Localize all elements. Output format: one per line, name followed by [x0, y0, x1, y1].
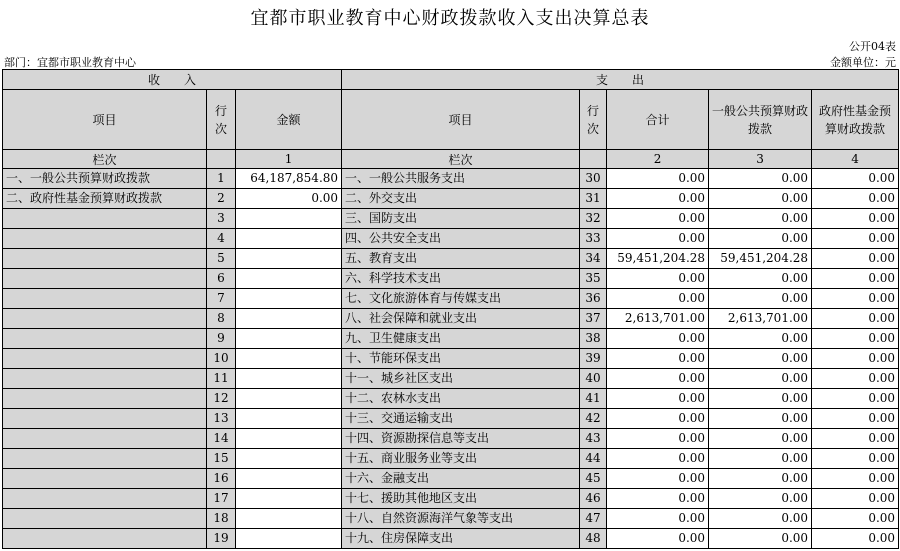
income-item-cell: [3, 409, 207, 429]
expense-line-cell: 46: [580, 489, 607, 509]
income-item-cell: [3, 489, 207, 509]
form-code: 公开04表: [849, 40, 896, 53]
income-item-cell: [3, 469, 207, 489]
total-amount-cell: 59,451,204.28: [607, 249, 709, 269]
income-item-cell: [3, 449, 207, 469]
expense-line-cell: 41: [580, 389, 607, 409]
general-budget-amount-cell: 0.00: [709, 289, 812, 309]
column-index-general: 3: [709, 150, 812, 169]
general-budget-amount-cell: 0.00: [709, 409, 812, 429]
income-line-cell: 8: [207, 309, 236, 329]
expense-line-cell: 42: [580, 409, 607, 429]
income-line-cell: 2: [207, 189, 236, 209]
table-row: [3, 429, 899, 449]
total-amount-cell: 2,613,701.00: [607, 309, 709, 329]
general-budget-amount-cell: 0.00: [709, 209, 812, 229]
income-line-cell: 16: [207, 469, 236, 489]
gov-fund-amount-cell: 0.00: [812, 409, 899, 429]
header-income-amount: 金额: [236, 90, 342, 150]
expense-item-cell: 十一、城乡社区支出: [342, 369, 580, 389]
expense-item-cell: 十二、农林水支出: [342, 389, 580, 409]
income-amount-cell: [236, 329, 342, 349]
expense-item-cell: 九、卫生健康支出: [342, 329, 580, 349]
expense-item-cell: 十六、金融支出: [342, 469, 580, 489]
expense-line-cell: 30: [580, 169, 607, 189]
general-budget-amount-cell: 0.00: [709, 489, 812, 509]
column-index-expense-blank: [580, 150, 607, 169]
table-row: [3, 169, 899, 189]
income-line-cell: 6: [207, 269, 236, 289]
table-row: [3, 489, 899, 509]
total-amount-cell: 0.00: [607, 269, 709, 289]
expense-item-cell: 七、文化旅游体育与传媒支出: [342, 289, 580, 309]
income-line-cell: 14: [207, 429, 236, 449]
expense-line-cell: 40: [580, 369, 607, 389]
expense-item-cell: 十三、交通运输支出: [342, 409, 580, 429]
gov-fund-amount-cell: 0.00: [812, 309, 899, 329]
gov-fund-amount-cell: 0.00: [812, 369, 899, 389]
total-amount-cell: 0.00: [607, 369, 709, 389]
income-amount-cell: [236, 269, 342, 289]
table-row: [3, 209, 899, 229]
income-amount-cell: [236, 449, 342, 469]
income-amount-cell: [236, 529, 342, 549]
income-line-cell: 10: [207, 349, 236, 369]
general-budget-amount-cell: 0.00: [709, 429, 812, 449]
income-item-cell: [3, 289, 207, 309]
income-amount-cell: [236, 249, 342, 269]
table-row: [3, 249, 899, 269]
total-amount-cell: 0.00: [607, 509, 709, 529]
income-line-cell: 12: [207, 389, 236, 409]
gov-fund-amount-cell: 0.00: [812, 449, 899, 469]
general-budget-amount-cell: 0.00: [709, 449, 812, 469]
table-row: [3, 289, 899, 309]
general-budget-amount-cell: 0.00: [709, 529, 812, 549]
column-index-fund: 4: [812, 150, 899, 169]
income-amount-cell: [236, 509, 342, 529]
gov-fund-amount-cell: 0.00: [812, 469, 899, 489]
income-item-cell: [3, 529, 207, 549]
general-budget-amount-cell: 0.00: [709, 389, 812, 409]
expense-line-cell: 48: [580, 529, 607, 549]
gov-fund-amount-cell: 0.00: [812, 289, 899, 309]
table-row: [3, 349, 899, 369]
column-index-income: 1: [236, 150, 342, 169]
expense-item-cell: 一、一般公共服务支出: [342, 169, 580, 189]
total-amount-cell: 0.00: [607, 209, 709, 229]
table-row: [3, 509, 899, 529]
income-line-cell: 4: [207, 229, 236, 249]
income-line-cell: 5: [207, 249, 236, 269]
expense-line-cell: 39: [580, 349, 607, 369]
income-line-cell: 7: [207, 289, 236, 309]
income-line-cell: 18: [207, 509, 236, 529]
expense-line-cell: 45: [580, 469, 607, 489]
total-amount-cell: 0.00: [607, 289, 709, 309]
income-item-cell: 二、政府性基金预算财政拨款: [3, 189, 207, 209]
total-amount-cell: 0.00: [607, 529, 709, 549]
income-amount-cell: [236, 349, 342, 369]
total-amount-cell: 0.00: [607, 329, 709, 349]
budget-table: [2, 69, 899, 549]
income-item-cell: [3, 249, 207, 269]
general-budget-amount-cell: 0.00: [709, 229, 812, 249]
expense-line-cell: 47: [580, 509, 607, 529]
table-row: [3, 369, 899, 389]
expense-line-cell: 38: [580, 329, 607, 349]
table-row: [3, 309, 899, 329]
total-amount-cell: 0.00: [607, 409, 709, 429]
expense-line-cell: 43: [580, 429, 607, 449]
header-income-line: 行次: [207, 90, 236, 150]
expense-item-cell: 八、社会保障和就业支出: [342, 309, 580, 329]
income-line-cell: 1: [207, 169, 236, 189]
column-index-blank: [207, 150, 236, 169]
column-index-expense-label: 栏次: [342, 150, 580, 169]
expense-item-cell: 十八、自然资源海洋气象等支出: [342, 509, 580, 529]
gov-fund-amount-cell: 0.00: [812, 389, 899, 409]
expense-section-header: 支 出: [342, 70, 899, 90]
gov-fund-amount-cell: 0.00: [812, 529, 899, 549]
header-general-budget: 一般公共预算财政拨款: [709, 90, 812, 150]
income-amount-cell: [236, 409, 342, 429]
income-amount-cell: [236, 289, 342, 309]
expense-item-cell: 二、外交支出: [342, 189, 580, 209]
income-item-cell: [3, 329, 207, 349]
expense-line-cell: 33: [580, 229, 607, 249]
gov-fund-amount-cell: 0.00: [812, 189, 899, 209]
income-amount-cell: [236, 469, 342, 489]
general-budget-amount-cell: 2,613,701.00: [709, 309, 812, 329]
expense-item-cell: 五、教育支出: [342, 249, 580, 269]
income-line-cell: 19: [207, 529, 236, 549]
total-amount-cell: 0.00: [607, 389, 709, 409]
income-line-cell: 17: [207, 489, 236, 509]
income-amount-cell: [236, 389, 342, 409]
income-amount-cell: [236, 309, 342, 329]
income-section-header: 收 入: [3, 70, 342, 90]
expense-line-cell: 44: [580, 449, 607, 469]
total-amount-cell: 0.00: [607, 189, 709, 209]
unit-label: 金额单位：元: [830, 56, 896, 69]
expense-item-cell: 六、科学技术支出: [342, 269, 580, 289]
income-amount-cell: [236, 369, 342, 389]
income-item-cell: [3, 209, 207, 229]
table-row: [3, 529, 899, 549]
expense-item-cell: 十四、资源勘探信息等支出: [342, 429, 580, 449]
general-budget-amount-cell: 0.00: [709, 329, 812, 349]
income-line-cell: 13: [207, 409, 236, 429]
income-amount-cell: [236, 209, 342, 229]
expense-line-cell: 36: [580, 289, 607, 309]
table-row: [3, 269, 899, 289]
income-item-cell: [3, 509, 207, 529]
report-title: 宜都市职业教育中心财政拨款收入支出决算总表: [250, 8, 650, 29]
income-amount-cell: 0.00: [236, 189, 342, 209]
total-amount-cell: 0.00: [607, 169, 709, 189]
income-item-cell: [3, 389, 207, 409]
header-total: 合计: [607, 90, 709, 150]
table-row: [3, 329, 899, 349]
table-row: [3, 189, 899, 209]
income-item-cell: [3, 349, 207, 369]
general-budget-amount-cell: 0.00: [709, 189, 812, 209]
total-amount-cell: 0.00: [607, 229, 709, 249]
header-income-item: 项目: [3, 90, 207, 150]
total-amount-cell: 0.00: [607, 489, 709, 509]
income-line-cell: 3: [207, 209, 236, 229]
income-item-cell: [3, 429, 207, 449]
gov-fund-amount-cell: 0.00: [812, 209, 899, 229]
income-item-cell: [3, 309, 207, 329]
total-amount-cell: 0.00: [607, 429, 709, 449]
table-row: [3, 409, 899, 429]
total-amount-cell: 0.00: [607, 469, 709, 489]
income-amount-cell: [236, 429, 342, 449]
expense-line-cell: 32: [580, 209, 607, 229]
income-amount-cell: 64,187,854.80: [236, 169, 342, 189]
table-row: [3, 449, 899, 469]
gov-fund-amount-cell: 0.00: [812, 229, 899, 249]
general-budget-amount-cell: 0.00: [709, 349, 812, 369]
expense-line-cell: 34: [580, 249, 607, 269]
gov-fund-amount-cell: 0.00: [812, 249, 899, 269]
income-line-cell: 15: [207, 449, 236, 469]
total-amount-cell: 0.00: [607, 349, 709, 369]
general-budget-amount-cell: 0.00: [709, 369, 812, 389]
gov-fund-amount-cell: 0.00: [812, 509, 899, 529]
gov-fund-amount-cell: 0.00: [812, 349, 899, 369]
general-budget-amount-cell: 59,451,204.28: [709, 249, 812, 269]
expense-item-cell: 十五、商业服务业等支出: [342, 449, 580, 469]
expense-item-cell: 三、国防支出: [342, 209, 580, 229]
expense-line-cell: 37: [580, 309, 607, 329]
general-budget-amount-cell: 0.00: [709, 169, 812, 189]
income-item-cell: [3, 229, 207, 249]
column-index-label: 栏次: [3, 150, 207, 169]
expense-line-cell: 31: [580, 189, 607, 209]
expense-item-cell: 四、公共安全支出: [342, 229, 580, 249]
expense-item-cell: 十九、住房保障支出: [342, 529, 580, 549]
income-amount-cell: [236, 229, 342, 249]
income-item-cell: [3, 269, 207, 289]
income-line-cell: 9: [207, 329, 236, 349]
gov-fund-amount-cell: 0.00: [812, 269, 899, 289]
table-row: [3, 469, 899, 489]
header-expense-line: 行次: [580, 90, 607, 150]
header-expense-item: 项目: [342, 90, 580, 150]
gov-fund-amount-cell: 0.00: [812, 329, 899, 349]
income-line-cell: 11: [207, 369, 236, 389]
header-gov-fund: 政府性基金预算财政拨款: [812, 90, 899, 150]
expense-line-cell: 35: [580, 269, 607, 289]
table-row: [3, 389, 899, 409]
income-item-cell: 一、一般公共预算财政拨款: [3, 169, 207, 189]
general-budget-amount-cell: 0.00: [709, 469, 812, 489]
general-budget-amount-cell: 0.00: [709, 509, 812, 529]
total-amount-cell: 0.00: [607, 449, 709, 469]
expense-item-cell: 十七、援助其他地区支出: [342, 489, 580, 509]
gov-fund-amount-cell: 0.00: [812, 489, 899, 509]
expense-item-cell: 十、节能环保支出: [342, 349, 580, 369]
table-row: [3, 229, 899, 249]
gov-fund-amount-cell: 0.00: [812, 169, 899, 189]
general-budget-amount-cell: 0.00: [709, 269, 812, 289]
income-amount-cell: [236, 489, 342, 509]
gov-fund-amount-cell: 0.00: [812, 429, 899, 449]
income-item-cell: [3, 369, 207, 389]
column-index-total: 2: [607, 150, 709, 169]
department-label: 部门：宜都市职业教育中心: [4, 56, 136, 69]
